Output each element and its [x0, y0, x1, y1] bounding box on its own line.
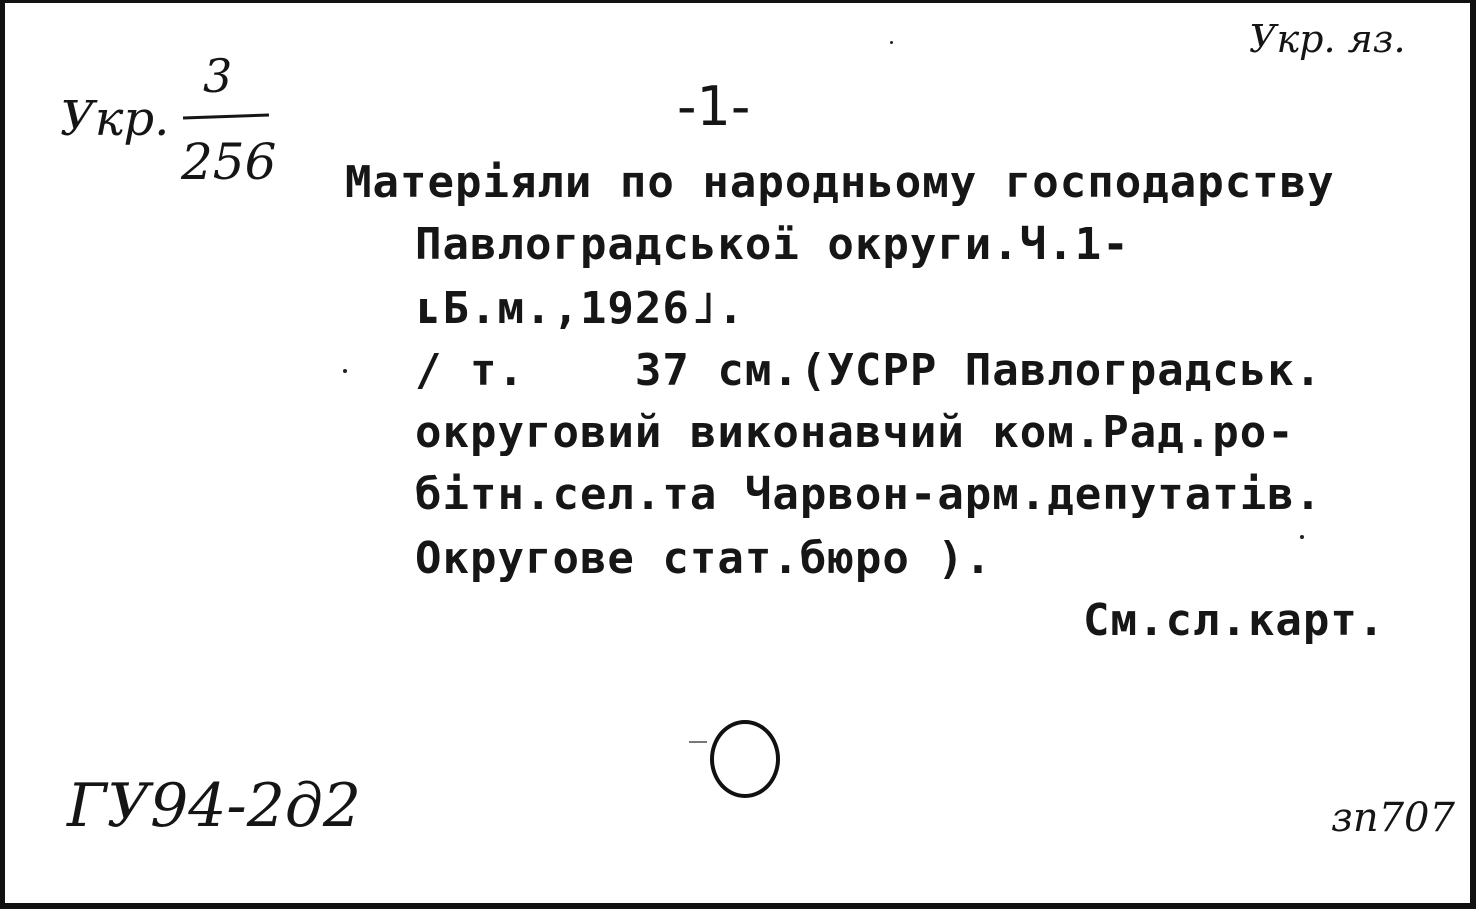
card-title-line-2: Павлоградської округи.Ч.1- [415, 219, 1130, 270]
card-description-line-4: Округове стат.бюро ). [415, 533, 993, 584]
speck-mark [1300, 535, 1304, 539]
see-next-card-note: См.сл.карт. [1083, 595, 1386, 646]
card-imprint-line: ʟБ.м.,1926˩. [415, 283, 745, 334]
hole-tick-mark [689, 741, 707, 743]
inventory-code: ГУ94-2д2 [67, 771, 362, 841]
page-marker: -1- [677, 75, 751, 138]
shelfmark-numerator: 3 [203, 49, 233, 103]
shelfmark-fraction-bar [183, 114, 269, 120]
card-title-line-1: Матеріяли по народньому господарству [345, 157, 1335, 208]
card-description-line-1: / т. 37 см.(УСРР Павлоградськ. [415, 345, 1323, 396]
card-description-line-3: бітн.сел.та Чарвон-арм.депутатів. [415, 469, 1323, 520]
speck-mark [890, 41, 893, 44]
shelfmark-denominator: 256 [181, 133, 277, 191]
speck-mark [343, 369, 347, 373]
punch-hole-circle [710, 720, 780, 798]
card-description-line-2: округовий виконавчий ком.Рад.ро- [415, 407, 1295, 458]
language-note: Укр. яз. [1249, 17, 1406, 61]
shelfmark-prefix: Укр. [60, 91, 170, 147]
accession-note: зп707 [1331, 795, 1455, 841]
